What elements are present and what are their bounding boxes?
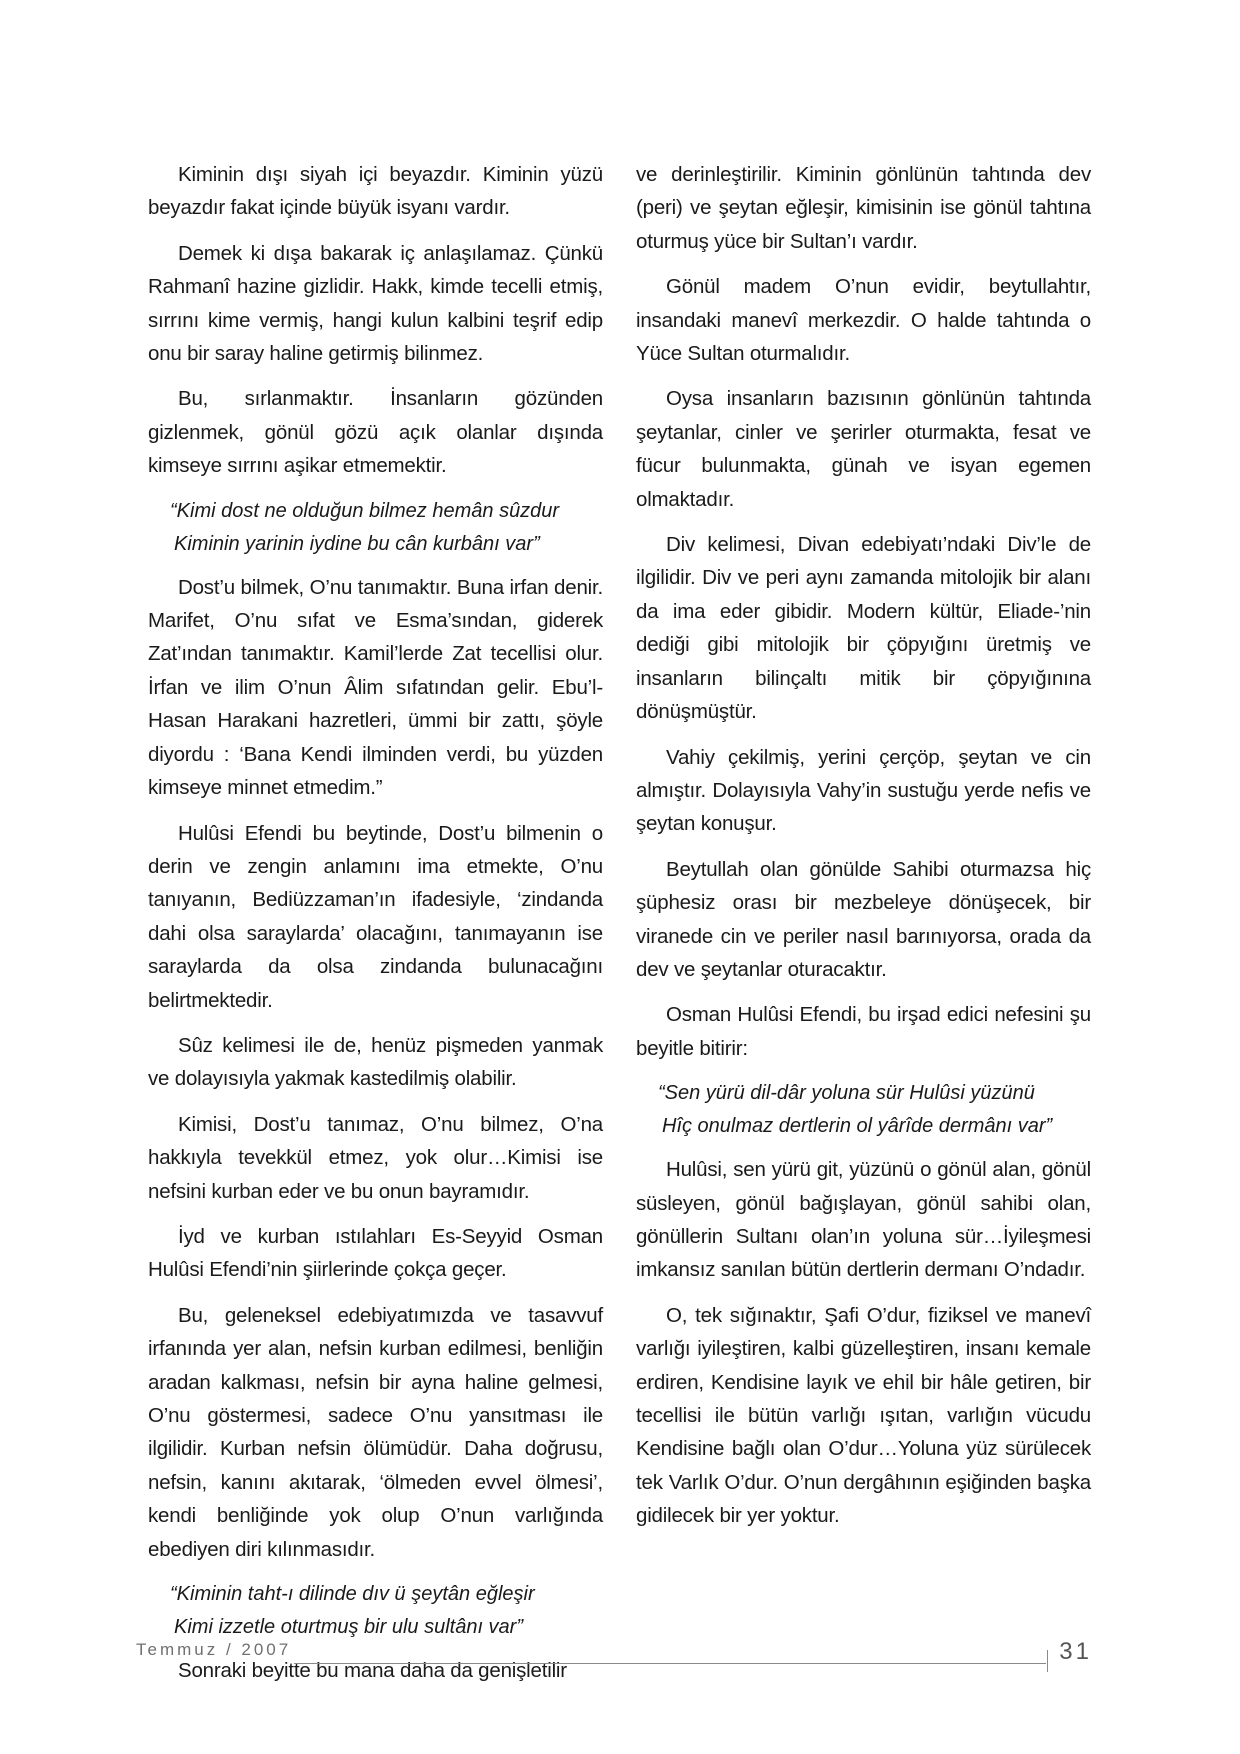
verse-line: “Kimi dost ne olduğun bilmez hemân sûzdur xyxy=(170,499,560,522)
paragraph: Dost’u bilmek, O’nu tanımaktır. Buna irfan denir. Marifet, O’nu sıfat ve Esma’sından, giderek Zat’ından tanımaktır. Kamil’lerde Zat tecellisi olur. İrfan ve ilim O’nun Âlim sıfatından gelir. Ebu’l-Hasan Harakani hazretleri, ümmi bir zattı, şöyle diyordu : ‘Bana Kendi ilminden verdi, bu yüzden kimseye minnet etmedim.” xyxy=(148,575,603,800)
paragraph: Div kelimesi, Divan edebiyatı’ndaki Div’le de ilgilidir. Div ve peri aynı zamanda mitolojik bir alanı da ima eder gibidir. Modern kültür, Eliade-’nin dediği gibi mitolojik bir çöpyığını üretmiş ve insanların bilinçaltı mitik bir çöpyığınına dönüşmüştür. xyxy=(636,533,1091,724)
paragraph: Demek ki dışa bakarak iç anlaşılamaz. Çünkü Rahmanî hazine gizlidir. Hakk, kimde tecelli etmiş, sırrını kime vermiş, hangi kulun kalbini teşrif edip onu bir saray haline getirmiş bilinmez. xyxy=(148,241,603,366)
paragraph: Gönül madem O’nun evidir, beytullahtır, insandaki manevî merkezdir. O halde tahtında o Yüce Sultan oturmalıdır. xyxy=(636,275,1091,366)
page-footer xyxy=(136,1638,1092,1678)
page-number: 31 xyxy=(1059,1638,1092,1665)
left-column xyxy=(148,158,603,1699)
verse-quote xyxy=(148,495,603,561)
paragraph: Sonraki beyitte bu mana daha da genişletilir xyxy=(178,1659,567,1683)
verse-line: Kiminin yarinin iydine bu cân kurbânı var” xyxy=(174,532,540,555)
paragraph: ve derinleştirilir. Kiminin gönlünün tahtında dev (peri) ve şeytan eğleşir, kimisinin ise gönül tahtına oturmuş yüce bir Sultan’ı vardır. xyxy=(636,163,1091,253)
issue-date: Temmuz / 2007 xyxy=(136,1640,292,1659)
right-column xyxy=(636,158,1091,1545)
paragraph: O, tek sığınaktır, Şafi O’dur, fiziksel ve manevî varlığı iyileştiren, kalbi güzelleştiren, insanı kemale erdiren, Kendisine layık ve ehil bir hâle getiren, bir tecellisi ile bütün varlığı ışıtan, varlığın vücudu Kendisine bağlı olan O’dur…Yoluna yüz sürülecek tek Varlık O’dur. O’nun dergâhının eşiğinden başka gidilecek bir yer yoktur. xyxy=(636,1303,1091,1528)
paragraph: Hulûsi, sen yürü git, yüzünü o gönül alan, gönül süsleyen, gönül bağışlayan, gönül sahibi olan, gönüllerin Sultanı olan’ın yoluna sür…İyileşmesi imkansız sanılan bütün dertlerin dermanı O’ndadır. xyxy=(636,1158,1091,1282)
verse-line: “Kiminin taht-ı dilinde dıv ü şeytân eğleşir xyxy=(170,1583,535,1606)
paragraph: İyd ve kurban ıstılahları Es-Seyyid Osman Hulûsi Efendi’nin şiirlerinde çokça geçer. xyxy=(148,1224,603,1282)
paragraph: Kimisi, Dost’u tanımaz, O’nu bilmez, O’na hakkıyla tevekkül etmez, yok olur…Kimisi ise nefsini kurban eder ve bu onun bayramıdır. xyxy=(148,1112,603,1203)
paragraph: Vahiy çekilmiş, yerini çerçöp, şeytan ve cin almıştır. Dolayısıyla Vahy’in sustuğu yerde nefis ve şeytan konuşur. xyxy=(636,745,1091,836)
verse-quote xyxy=(636,1077,1091,1143)
footer-rule xyxy=(294,1663,1046,1664)
verse-line: Hîç onulmaz dertlerin ol yârîde dermânı var” xyxy=(662,1115,1053,1138)
paragraph: Beytullah olan gönülde Sahibi oturmazsa hiç şüphesiz orası bir mezbeleye dönüşecek, bir viranede cin ve periler nasıl barınıyorsa, orada da dev ve şeytanlar oturacaktır. xyxy=(636,857,1091,981)
paragraph: Hulûsi Efendi bu beytinde, Dost’u bilmenin o derin ve zengin anlamını ima etmekte, O’nu tanıyanın, Bediüzzaman’ın ifadesiyle, ‘zindanda dahi olsa saraylarda’ olacağını, tanımayanın ise saraylarda da olsa zindanda bulunacağını belirtmektedir. xyxy=(148,821,603,1012)
paragraph: Sûz kelimesi ile de, henüz pişmeden yanmak ve dolayısıyla yakmak kastedilmiş olabilir. xyxy=(148,1033,603,1091)
verse-quote xyxy=(148,1578,603,1644)
paragraph: Oysa insanların bazısının gönlünün tahtında şeytanlar, cinler ve şerirler oturmakta, fesat ve fücur bulunmakta, günah ve isyan egemen olmaktadır. xyxy=(636,387,1091,511)
paragraph: Bu, geleneksel edebiyatımızda ve tasavvuf irfanında yer alan, nefsin kurban edilmesi, benliğin aradan kalkması, nefsin bir ayna haline gelmesi, O’nu göstermesi, sadece O’nu yansıtması ile ilgilidir. Kurban nefsin ölümüdür. Daha doğrusu, nefsin, kanını akıtarak, ‘ölmeden evvel ölmesi’, kendi benliğinde yok olup O’nun varlığında ebediyen diri kılınmasıdır. xyxy=(148,1303,603,1561)
footer-tick xyxy=(1047,1650,1048,1672)
paragraph: Osman Hulûsi Efendi, bu irşad edici nefesini şu beyitle bitirir: xyxy=(636,1003,1091,1060)
verse-line: “Sen yürü dil-dâr yoluna sür Hulûsi yüzünü xyxy=(658,1082,1035,1105)
paragraph: Kiminin dışı siyah içi beyazdır. Kiminin yüzü beyazdır fakat içinde büyük isyanı vardır. xyxy=(148,163,603,220)
paragraph: Bu, sırlanmaktır. İnsanların gözünden gizlenmek, gönül gözü açık olanlar dışında kimseye sırrını aşikar etmemektir. xyxy=(148,387,603,478)
verse-line: Kimi izzetle oturtmuş bir ulu sultânı var” xyxy=(174,1616,524,1639)
